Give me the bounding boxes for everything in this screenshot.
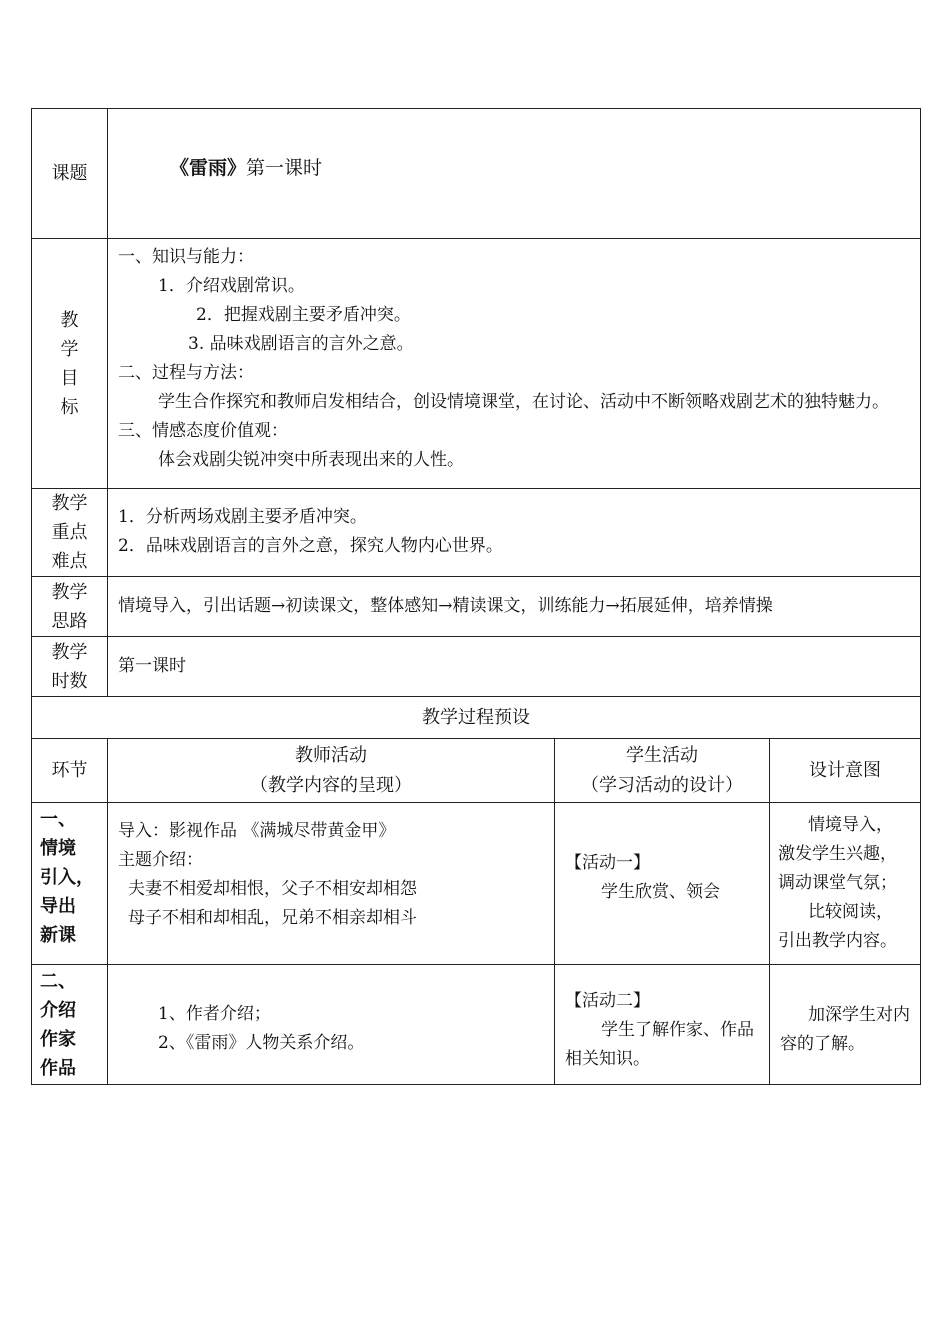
key-point-2: 2．品味戏剧语言的言外之意，探究人物内心世界。 [118, 536, 503, 556]
lesson-plan-table [31, 108, 921, 1085]
objective-process-text: 学生合作探究和教师启发相结合，创设情境课堂，在讨论、活动中不断领略戏剧艺术的独特魅力。 [158, 392, 889, 412]
key-points-row [32, 489, 921, 577]
teacher-activity-cell: 1、作者介绍； 2、《雷雨》人物关系介绍。 [108, 965, 555, 1085]
intent-cell: 加深学生对内容的了解。 [770, 965, 921, 1085]
approach-row [32, 577, 921, 637]
hours-content [108, 637, 921, 697]
student-activity-cell: 【活动一】 学生欣赏、领会 [555, 803, 770, 965]
hours-row [32, 637, 921, 697]
objective-emotion-text: 体会戏剧尖锐冲突中所表现出来的人性。 [158, 450, 464, 470]
topic-label: 课题 [32, 109, 108, 239]
table-row [32, 803, 921, 965]
header-stage: 环节 [32, 739, 108, 803]
table-row [32, 965, 921, 1085]
teacher-activity-cell: 导入：影视作品 《满城尽带黄金甲》 主题介绍： 夫妻不相爱却相恨，父子不相安却相怨 母子不相和却相乱，兄弟不相亲却相斗 [108, 803, 555, 965]
student-activity-cell: 【活动二】 学生了解作家、作品相关知识。 [555, 965, 770, 1085]
header-intent: 设计意图 [770, 739, 921, 803]
objectives-heading-2: 二、过程与方法： [118, 363, 254, 383]
stage-cell: 一、 情境 引入， 导出 新课 [32, 803, 108, 965]
process-heading-row [32, 697, 921, 739]
objectives-label: 教 学 目 标 [32, 239, 108, 489]
process-header-row [32, 739, 921, 803]
hours-text: 第一课时 [118, 656, 186, 676]
objective-item-2: 2．把握戏剧主要矛盾冲突。 [196, 305, 411, 325]
objective-item-3: 3. 品味戏剧语言的言外之意。 [188, 334, 414, 354]
stage-cell: 二、 介绍 作家 作品 [32, 965, 108, 1085]
lesson-plan-sheet [31, 108, 920, 1085]
key-points-label: 教学 重点 难点 [32, 489, 108, 577]
process-heading: 教学过程预设 [32, 697, 921, 739]
topic-title [108, 153, 920, 183]
key-point-1: 1．分析两场戏剧主要矛盾冲突。 [118, 507, 367, 527]
header-teacher: 教师活动 （教学内容的呈现） [108, 739, 555, 803]
topic-row [32, 109, 921, 239]
objective-item-1: 1．介绍戏剧常识。 [158, 276, 305, 296]
topic-title-bold: 《雷雨》 [170, 156, 247, 179]
intent-cell: 情境导入， 激发学生兴趣， 调动课堂气氛； 比较阅读， 引出教学内容。 [770, 803, 921, 965]
topic-cell [108, 109, 921, 239]
objectives-heading-3: 三、情感态度价值观： [118, 421, 288, 441]
approach-label: 教学 思路 [32, 577, 108, 637]
objectives-row [32, 239, 921, 489]
objectives-heading-1: 一、知识与能力： [118, 247, 254, 267]
hours-label: 教学 时数 [32, 637, 108, 697]
key-points-content [108, 489, 921, 577]
header-student: 学生活动 （学习活动的设计） [555, 739, 770, 803]
approach-content [108, 577, 921, 637]
topic-title-rest: 第一课时 [246, 156, 323, 179]
approach-text: 情境导入，引出话题→初读课文，整体感知→精读课文，训练能力→拓展延伸，培养情操 [118, 596, 773, 616]
objectives-content [108, 239, 921, 489]
